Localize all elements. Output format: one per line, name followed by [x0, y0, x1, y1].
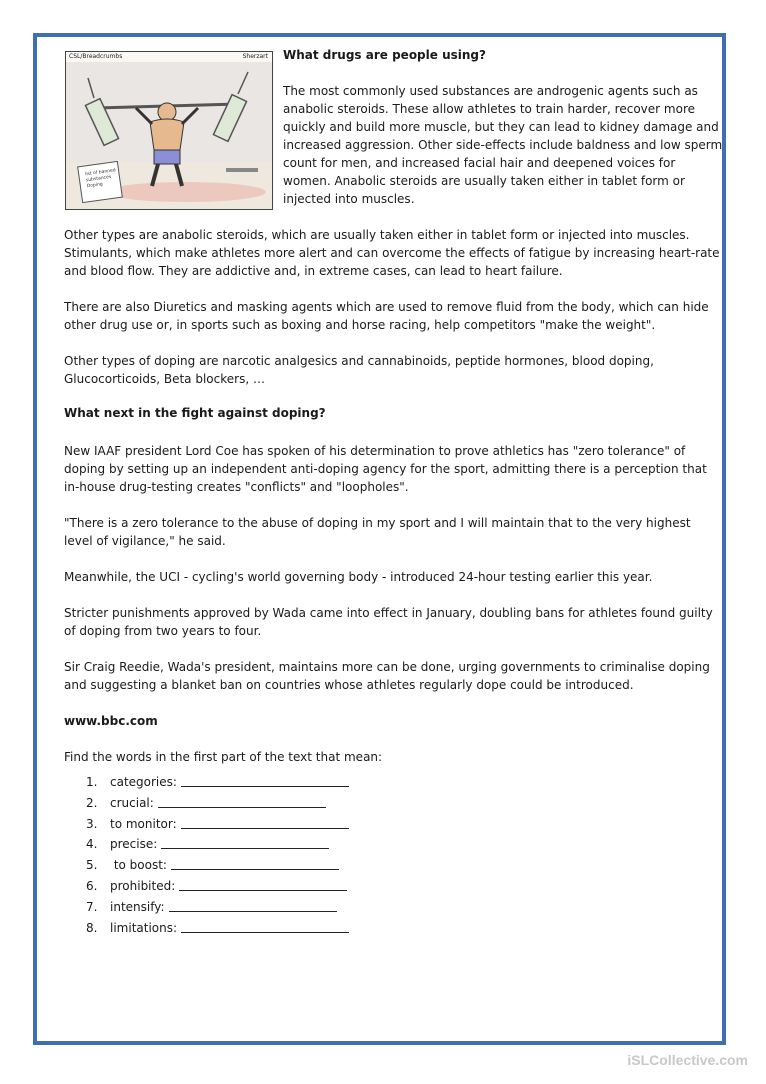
- section1-para3: There are also Diuretics and masking agents which are used to remove fluid from the body, which can hide other drug use or, in sports such as boxing and horse racing, help competitors "make the weight".: [64, 300, 709, 332]
- answer-blank[interactable]: [181, 817, 349, 829]
- section2-para2: "There is a zero tolerance to the abuse of doping in my sport and I will maintain that to the very highest level of vigilance," he said.: [64, 516, 691, 548]
- section2-para5: Sir Craig Reedie, Wada's president, maintains more can be done, urging governments to criminalise doping and suggesting a blanket ban on countries whose athletes regularly dope could be introduced.: [64, 660, 710, 692]
- answer-blank[interactable]: [161, 837, 329, 849]
- answer-blank[interactable]: [181, 775, 349, 787]
- item-number: 4.: [86, 837, 98, 852]
- item-number: 3.: [86, 816, 98, 831]
- list-item: [86, 900, 349, 921]
- item-word: prohibited:: [110, 878, 176, 893]
- answer-blank[interactable]: [158, 796, 326, 808]
- cartoon-note: list of banned substances Doping: [84, 168, 117, 190]
- list-item: [86, 858, 349, 879]
- item-word: intensify:: [110, 899, 165, 914]
- section2-para3: Meanwhile, the UCI - cycling's world governing body - introduced 24-hour testing earlier this year.: [64, 570, 653, 584]
- item-word: crucial:: [110, 795, 154, 810]
- section2-para4: Stricter punishments approved by Wada came into effect in January, doubling bans for athletes found guilty of doping from two years to four.: [64, 606, 713, 638]
- section2-para1: New IAAF president Lord Coe has spoken of his determination to prove athletics has "zero tolerance" of doping by setting up an independent anti-doping agency for the sport, admitting there is a perception that in-house drug-testing creates "conflicts" and "loopholes".: [64, 444, 707, 494]
- cartoon-caption-right: Sherzart: [242, 53, 268, 60]
- answer-blank[interactable]: [181, 921, 349, 933]
- source-link[interactable]: www.bbc.com: [64, 714, 158, 728]
- section1-para1: The most commonly used substances are androgenic agents such as anabolic steroids. These allow athletes to train harder, recover more quickly and build more muscle, but they can lead to kidney damage and increased aggression. Other side-effects include baldness and low sperm count for men, and increased facial hair and deepened voices for women. Anabolic steroids are usually taken either in tablet form or injected into muscles.: [283, 84, 723, 206]
- item-word: to boost:: [110, 858, 167, 873]
- item-number: 5.: [86, 858, 98, 873]
- answer-blank[interactable]: [169, 900, 337, 912]
- item-number: 6.: [86, 878, 98, 893]
- answer-blank[interactable]: [179, 879, 347, 891]
- list-item: [86, 817, 349, 838]
- list-item: [86, 921, 349, 942]
- section1-para4: Other types of doping are narcotic analgesics and cannabinoids, peptide hormones, blood doping, Glucocorticoids, Beta blockers, …: [64, 354, 654, 386]
- cartoon-caption-left: CSL/Breadcrumbs: [69, 53, 123, 60]
- section1-heading: What drugs are people using?: [283, 48, 486, 62]
- item-word: categories:: [110, 775, 177, 789]
- list-item: [86, 879, 349, 900]
- section2-heading: What next in the fight against doping?: [64, 406, 326, 420]
- list-item: [86, 775, 349, 796]
- item-word: limitations:: [110, 920, 178, 935]
- item-word: to monitor:: [110, 816, 177, 831]
- doping-cartoon: [65, 51, 273, 210]
- item-number: 7.: [86, 899, 98, 914]
- item-number: 2.: [86, 795, 98, 810]
- exercise-instruction: Find the words in the first part of the text that mean:: [64, 750, 383, 764]
- item-word: precise:: [110, 837, 158, 852]
- item-number: 8.: [86, 920, 98, 935]
- item-number: 1.: [86, 775, 98, 789]
- watermark-logo: iSLCollective.com: [627, 1052, 748, 1068]
- list-item: [86, 837, 349, 858]
- answer-blank[interactable]: [171, 858, 339, 870]
- vocabulary-list: [86, 775, 349, 941]
- list-item: [86, 796, 349, 817]
- section1-para2: Other types are anabolic steroids, which are usually taken either in tablet form or injected into muscles. Stimulants, which make athletes more alert and can overcome the effects of fatigue by increasing heart-rate and blood flow. They are addictive and, in extreme cases, can lead to heart failure.: [64, 228, 720, 278]
